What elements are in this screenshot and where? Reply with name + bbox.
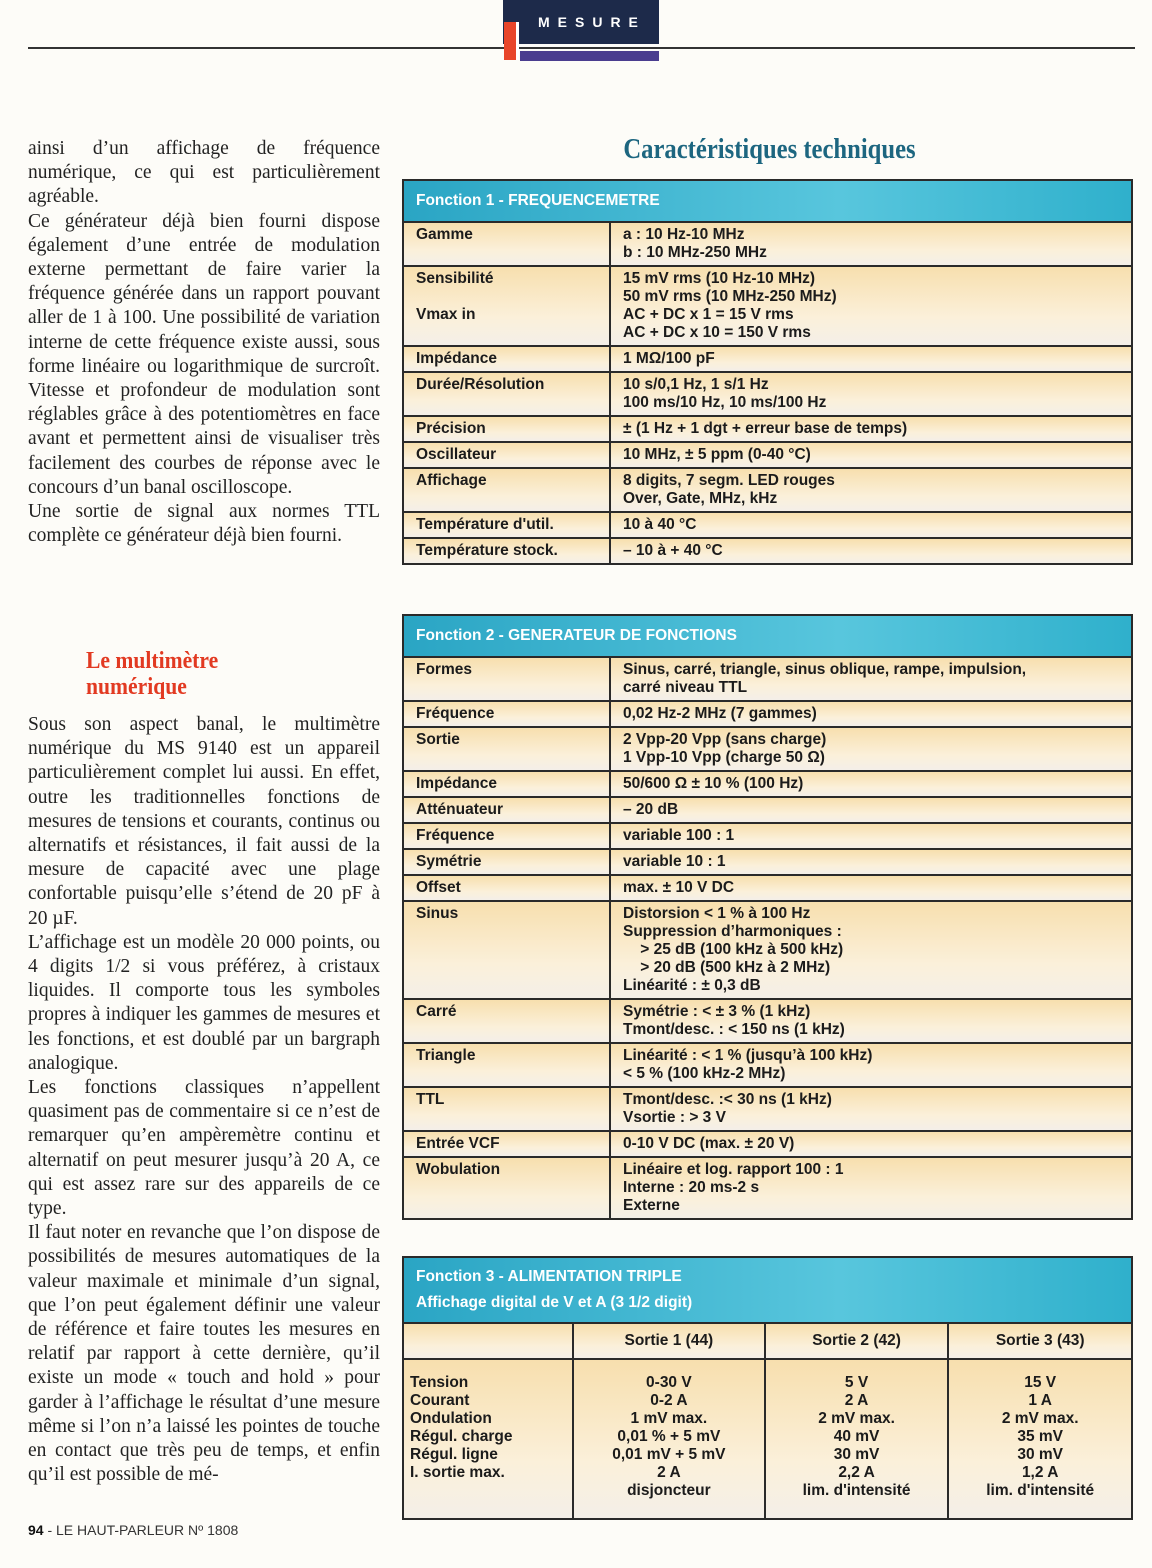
section-label: MESURE	[538, 14, 646, 30]
row-value	[610, 468, 1132, 512]
table-row	[403, 771, 1132, 797]
row-label	[403, 468, 610, 512]
label-line: Courant	[410, 1392, 470, 1409]
output-column	[765, 1359, 949, 1519]
value-line: 2 A	[844, 1392, 869, 1409]
value-line: 0-30 V	[646, 1374, 692, 1391]
value-line: 1 MΩ/100 pF	[623, 350, 715, 367]
value-line: a : 10 Hz-10 MHz	[623, 226, 745, 243]
row-value	[610, 346, 1132, 372]
value-line: 2 mV max.	[1001, 1410, 1079, 1427]
label-line: Affichage	[416, 472, 487, 489]
value-line: Symétrie : < ± 3 % (1 kHz)	[623, 1003, 811, 1020]
label-line	[416, 288, 599, 306]
value-line: 0-10 V DC (max. ± 20 V)	[623, 1135, 795, 1152]
value-line: ± (1 Hz + 1 dgt + erreur base de temps)	[623, 420, 908, 437]
table-row	[403, 727, 1132, 771]
column-header-row	[403, 1323, 1132, 1359]
value-line: 1 mV max.	[630, 1410, 708, 1427]
empty-header-cell	[403, 1323, 573, 1359]
value-line: 0,01 % + 5 mV	[617, 1428, 721, 1445]
value-line: lim. d'intensité	[802, 1482, 911, 1499]
row-value	[610, 222, 1132, 266]
label-line: Impédance	[416, 775, 497, 792]
row-label	[403, 999, 610, 1043]
table-row	[403, 823, 1132, 849]
table-row	[403, 468, 1132, 512]
spec-table-generateur	[402, 614, 1133, 1220]
label-line: Sortie	[416, 731, 460, 748]
row-value	[610, 266, 1132, 346]
row-value	[610, 442, 1132, 468]
row-label	[403, 222, 610, 266]
value-line: Tmont/desc. :< 30 ns (1 kHz)	[623, 1091, 832, 1108]
paragraph: Sous son aspect banal, le multimètre numérique du MS 9140 est un appareil particulièrement complet lui aussi. En effet, outre les traditionnelles fonctions de mesures de tensions et courants, continus ou alternatifs et résistances, il fait aussi de la mesure de capacité avec une plage confortable puisqu’elle s’étend de 20 pF à 20 µF.	[28, 714, 380, 929]
row-value	[610, 416, 1132, 442]
table-row	[403, 538, 1132, 564]
label-line: Régul. ligne	[410, 1446, 498, 1463]
label-line: Sinus	[416, 905, 459, 922]
label-line: Régul. charge	[410, 1428, 513, 1445]
column-header: Sortie 1 (44)	[573, 1323, 765, 1359]
label-line: Symétrie	[416, 853, 482, 870]
table-row	[403, 346, 1132, 372]
table-header-line1: Fonction 3 - ALIMENTATION TRIPLE	[416, 1268, 682, 1285]
value-line: Suppression d’harmoniques :	[623, 923, 842, 940]
value-line: lim. d'intensité	[986, 1482, 1095, 1499]
row-value	[610, 1087, 1132, 1131]
label-line: Vmax in	[416, 306, 476, 323]
value-line: 2,2 A	[838, 1464, 875, 1481]
label-line: Wobulation	[416, 1161, 501, 1178]
value-line: 15 V	[1024, 1374, 1057, 1391]
row-value	[610, 512, 1132, 538]
table-row	[403, 222, 1132, 266]
value-line: 0,02 Hz-2 MHz (7 gammes)	[623, 705, 817, 722]
value-line: AC + DC x 1 = 15 V rms	[623, 306, 794, 323]
value-line: b : 10 MHz-250 MHz	[623, 244, 767, 261]
row-label	[403, 512, 610, 538]
table-row	[403, 701, 1132, 727]
value-line: 0-2 A	[650, 1392, 688, 1409]
value-line: 100 ms/10 Hz, 10 ms/100 Hz	[623, 394, 827, 411]
label-line: Carré	[416, 1003, 457, 1020]
section-tag-red-bar	[504, 22, 519, 60]
value-line: 2 mV max.	[818, 1410, 895, 1427]
row-label	[403, 538, 610, 564]
table-row	[403, 266, 1132, 346]
label-line: Fréquence	[416, 827, 495, 844]
value-line: 10 MHz, ± 5 ppm (0-40 °C)	[623, 446, 811, 463]
value-line: 30 mV	[833, 1446, 880, 1463]
spec-table-frequencemetre	[402, 179, 1133, 565]
value-line: AC + DC x 10 = 150 V rms	[623, 324, 811, 341]
label-line: TTL	[416, 1091, 445, 1108]
label-line: Atténuateur	[416, 801, 503, 818]
value-line: 1 A	[1028, 1392, 1052, 1409]
row-label	[403, 771, 610, 797]
table-row	[403, 657, 1132, 701]
value-line: 30 mV	[1017, 1446, 1064, 1463]
value-line: 50 mV rms (10 MHz-250 MHz)	[623, 288, 837, 305]
label-line: Oscillateur	[416, 446, 497, 463]
publication-name: - LE HAUT-PARLEUR Nº 1808	[43, 1522, 239, 1538]
table-row	[403, 797, 1132, 823]
output-column	[573, 1359, 765, 1519]
section-heading-line1: Le multimètre	[86, 648, 219, 674]
row-value	[610, 372, 1132, 416]
paragraph: ainsi d’un affichage de fréquence numérique, ce qui est particulièrement agréable.	[28, 138, 380, 208]
article-text-top	[28, 137, 380, 548]
value-line: 40 mV	[833, 1428, 880, 1445]
value-line: Interne : 20 ms-2 s	[623, 1179, 760, 1196]
row-label	[403, 416, 610, 442]
row-value	[610, 1157, 1132, 1219]
table-row	[403, 1043, 1132, 1087]
label-line: Formes	[416, 661, 472, 678]
row-label	[403, 657, 610, 701]
value-line: 2 A	[657, 1464, 681, 1481]
section-tag-purple-bar	[520, 51, 659, 61]
paragraph: Une sortie de signal aux normes TTL complète ce générateur déjà bien fourni.	[28, 501, 380, 547]
output-column	[948, 1359, 1132, 1519]
value-line: > 25 dB (100 kHz à 500 kHz)	[623, 941, 844, 958]
label-line: Gamme	[416, 226, 473, 243]
paragraph: Les fonctions classiques n’appellent quasiment pas de commentaire si ce n’est de remarquer qu’en ampèremètre continu et alternatif on peut mesurer jusqu’à 20 A, ce qui est assez rare sur des appareils de ce type.	[28, 1077, 380, 1220]
page-footer	[28, 1522, 238, 1538]
value-line: Linéarité : ± 0,3 dB	[623, 977, 761, 994]
table-header: Fonction 1 - FREQUENCEMETRE	[403, 180, 1132, 222]
row-value	[610, 701, 1132, 727]
page-number: 94	[28, 1522, 44, 1538]
value-line: 50/600 Ω ± 10 % (100 Hz)	[623, 775, 804, 792]
label-line: Ondulation	[410, 1410, 492, 1427]
row-value	[610, 999, 1132, 1043]
value-line: 10 à 40 °C	[623, 516, 697, 533]
paragraph: L’affichage est un modèle 20 000 points, ou 4 digits 1/2 si vous préférez, à cristaux liquides. Il comporte tous les symboles propres à indiquer les gammes de mesures et les fonctions, et est doublé par un bargraph analogique.	[28, 931, 380, 1074]
value-line: 15 mV rms (10 Hz-10 MHz)	[623, 270, 816, 287]
table-row	[403, 416, 1132, 442]
value-line: Externe	[623, 1197, 680, 1214]
label-line: Entrée VCF	[416, 1135, 500, 1152]
row-label	[403, 701, 610, 727]
value-line: – 10 à + 40 °C	[623, 542, 723, 559]
table-row	[403, 512, 1132, 538]
table-row	[403, 1087, 1132, 1131]
row-value	[610, 1043, 1132, 1087]
row-label	[403, 797, 610, 823]
label-line: Fréquence	[416, 705, 495, 722]
value-line: Linéaire et log. rapport 100 : 1	[623, 1161, 844, 1178]
value-line: 2 Vpp-20 Vpp (sans charge)	[623, 731, 827, 748]
value-line: disjoncteur	[627, 1482, 711, 1499]
row-value	[610, 727, 1132, 771]
row-label	[403, 372, 610, 416]
value-line: > 20 dB (500 kHz à 2 MHz)	[623, 959, 831, 976]
value-line: Distorsion < 1 % à 100 Hz	[623, 905, 811, 922]
value-line: 10 s/0,1 Hz, 1 s/1 Hz	[623, 376, 769, 393]
row-label	[403, 346, 610, 372]
label-line: Offset	[416, 879, 461, 896]
value-line: max. ± 10 V DC	[623, 879, 735, 896]
row-value	[610, 849, 1132, 875]
value-line: 0,01 mV + 5 mV	[612, 1446, 726, 1463]
row-label	[403, 849, 610, 875]
row-label	[403, 1131, 610, 1157]
row-value	[610, 875, 1132, 901]
label-line: Température stock.	[416, 542, 558, 559]
section-heading-line2: numérique	[86, 674, 187, 700]
row-label	[403, 1087, 610, 1131]
table-row	[403, 849, 1132, 875]
table-row	[403, 1131, 1132, 1157]
value-line: carré niveau TTL	[623, 679, 748, 696]
value-line: – 20 dB	[623, 801, 679, 818]
row-value	[610, 1131, 1132, 1157]
table-row	[403, 442, 1132, 468]
label-line: Tension	[410, 1374, 469, 1391]
row-value	[610, 538, 1132, 564]
row-value	[610, 771, 1132, 797]
row-label	[403, 901, 610, 999]
label-line: Précision	[416, 420, 486, 437]
row-value	[610, 657, 1132, 701]
table-row	[403, 372, 1132, 416]
column-header: Sortie 3 (43)	[948, 1323, 1132, 1359]
value-line: Linéarité : < 1 % (jusqu’à 100 kHz)	[623, 1047, 873, 1064]
paragraph: Ce générateur déjà bien fourni dispose également d’une entrée de modulation externe permettant de faire varier la fréquence générée dans un rapport pouvant aller de 1 à 100. Une possibilité de variation interne de cette fréquence existe aussi, sous forme linéaire ou logarithmique de surcroît. Vitesse et profondeur de modulation sont réglables grâce à des potentiomètres en face avant et permettent ainsi de visualiser très facilement des courbes de réponse avec le concours d’un banal oscilloscope.	[28, 210, 380, 498]
row-label	[403, 1157, 610, 1219]
row-label	[403, 266, 610, 346]
spec-table-alimentation	[402, 1256, 1133, 1520]
label-line: Température d'util.	[416, 516, 554, 533]
row-value	[610, 901, 1132, 999]
row-labels	[403, 1359, 573, 1519]
column-header: Sortie 2 (42)	[765, 1323, 949, 1359]
value-line: variable 10 : 1	[623, 853, 726, 870]
label-line: Triangle	[416, 1047, 476, 1064]
table-header-line2: Affichage digital de V et A (3 1/2 digit)	[416, 1294, 693, 1311]
table-row	[403, 901, 1132, 999]
value-line: Over, Gate, MHz, kHz	[623, 490, 778, 507]
value-line: variable 100 : 1	[623, 827, 735, 844]
specs-title: Caractéristiques techniques	[623, 134, 916, 165]
row-label	[403, 727, 610, 771]
table-row	[403, 875, 1132, 901]
table-header: Fonction 2 - GENERATEUR DE FONCTIONS	[403, 615, 1132, 657]
value-line: 1 Vpp-10 Vpp (charge 50 Ω)	[623, 749, 825, 766]
row-value	[610, 823, 1132, 849]
label-line: Sensibilité	[416, 270, 494, 287]
value-line: Tmont/desc. : < 150 ns (1 kHz)	[623, 1021, 845, 1038]
row-label	[403, 1043, 610, 1087]
label-line: Durée/Résolution	[416, 376, 545, 393]
value-line: Sinus, carré, triangle, sinus oblique, rampe, impulsion,	[623, 661, 1027, 678]
row-label	[403, 442, 610, 468]
row-label	[403, 875, 610, 901]
label-line: I. sortie max.	[410, 1464, 505, 1481]
value-line: 35 mV	[1017, 1428, 1064, 1445]
row-value	[610, 797, 1132, 823]
value-line: Vsortie : > 3 V	[623, 1109, 726, 1126]
table-row	[403, 1359, 1132, 1519]
label-line: Impédance	[416, 350, 497, 367]
value-line: 8 digits, 7 segm. LED rouges	[623, 472, 835, 489]
section-heading	[86, 648, 218, 700]
table-header	[403, 1257, 1132, 1323]
value-line: 5 V	[844, 1374, 869, 1391]
header-rule	[28, 47, 1135, 49]
value-line: 1,2 A	[1021, 1464, 1059, 1481]
table-row	[403, 999, 1132, 1043]
paragraph: Il faut noter en revanche que l’on dispose de possibilités de mesures automatiques de la valeur maximale et minimale d’un signal, que l’on peut également définir une valeur de référence et faire toutes les mesures en relatif par rapport à cette dernière, qu’il existe un mode « touch and hold » pour garder à l’affichage le résultat d’une mesure même si l’on n’a laissé les pointes de touche en contact que très peu de temps, et enfin qu’il est possible de mé-	[28, 1222, 380, 1486]
row-label	[403, 823, 610, 849]
article-text-bottom	[28, 713, 380, 1488]
table-row	[403, 1157, 1132, 1219]
value-line: < 5 % (100 kHz-2 MHz)	[623, 1065, 786, 1082]
